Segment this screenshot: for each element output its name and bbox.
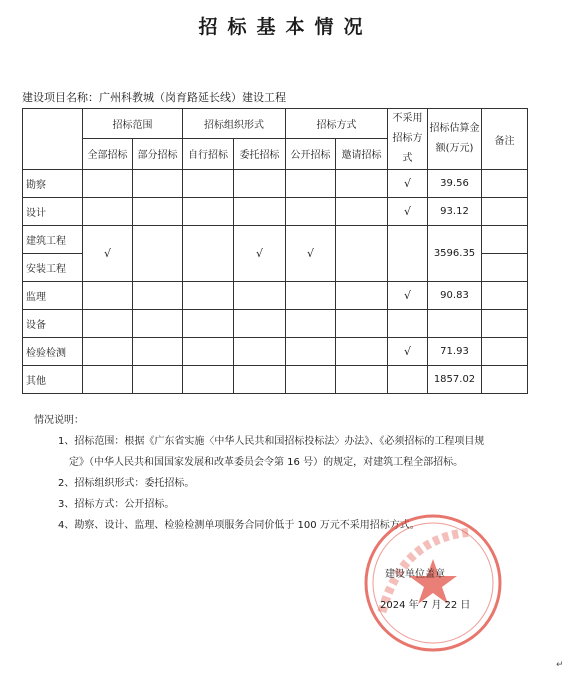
row-label: 检验检测 bbox=[23, 338, 83, 366]
row-label: 勘察 bbox=[23, 170, 83, 198]
note-item: 3、招标方式：公开招标。 bbox=[58, 499, 175, 510]
table-row-construction bbox=[23, 226, 528, 254]
note-item-continued: 定》（中华人民共和国国家发展和改革委员会令第 16 号）的规定，对建筑工程全部招标。 bbox=[69, 457, 464, 468]
full-bid-check: √ bbox=[83, 226, 133, 282]
not-used-check: √ bbox=[388, 170, 428, 198]
header-blank bbox=[23, 109, 83, 170]
amount-cell: 71.93 bbox=[428, 338, 482, 366]
table-row-supervision bbox=[23, 282, 528, 310]
table-row-testing bbox=[23, 338, 528, 366]
not-used-check: √ bbox=[388, 338, 428, 366]
bidding-table bbox=[22, 108, 528, 394]
header-entrust: 委托招标 bbox=[234, 138, 286, 169]
project-name: 建设项目名称：广州科教城（岗育路延长线）建设工程 bbox=[22, 91, 286, 104]
row-label: 其他 bbox=[23, 366, 83, 394]
amount-cell bbox=[428, 310, 482, 338]
not-used-check: √ bbox=[388, 282, 428, 310]
header-open: 公开招标 bbox=[286, 138, 336, 169]
header-estimate: 招标估算金额(万元) bbox=[428, 109, 482, 170]
header-scope: 招标范围 bbox=[83, 109, 183, 139]
page-title: 招标基本情况 bbox=[198, 16, 373, 38]
table-row-other bbox=[23, 366, 528, 394]
amount-cell: 1857.02 bbox=[428, 366, 482, 394]
official-seal-icon bbox=[362, 512, 504, 654]
header-invite: 邀请招标 bbox=[336, 138, 388, 169]
header-not-used: 不采用招标方式 bbox=[388, 109, 428, 170]
notes-heading: 情况说明： bbox=[34, 415, 84, 426]
amount-cell: 93.12 bbox=[428, 198, 482, 226]
signature-label: 建设单位盖章 bbox=[385, 569, 445, 580]
row-label: 设计 bbox=[23, 198, 83, 226]
note-item: 2、招标组织形式：委托招标。 bbox=[58, 478, 195, 489]
amount-cell: 3596.35 bbox=[428, 226, 482, 282]
note-item: 1、招标范围：根据《广东省实施〈中华人民共和国招标投标法〉办法》、《必须招标的工程项目规 bbox=[58, 436, 485, 447]
note-item: 4、勘察、设计、监理、检验检测单项服务合同价低于 100 万元不采用招标方式。 bbox=[58, 520, 420, 531]
header-self: 自行招标 bbox=[183, 138, 234, 169]
row-label: 监理 bbox=[23, 282, 83, 310]
row-label: 建筑工程 bbox=[23, 226, 83, 254]
header-org: 招标组织形式 bbox=[183, 109, 286, 139]
amount-cell: 39.56 bbox=[428, 170, 482, 198]
table-row-design bbox=[23, 198, 528, 226]
table-row-equipment bbox=[23, 310, 528, 338]
row-label: 设备 bbox=[23, 310, 83, 338]
amount-cell: 90.83 bbox=[428, 282, 482, 310]
signature-date: 2024 年 7 月 22 日 bbox=[380, 600, 471, 611]
not-used-check: √ bbox=[388, 198, 428, 226]
table-header-row bbox=[23, 109, 528, 139]
header-partial: 部分招标 bbox=[133, 138, 183, 169]
header-method: 招标方式 bbox=[286, 109, 388, 139]
table-row-survey bbox=[23, 170, 528, 198]
paragraph-mark: ↵ bbox=[556, 660, 564, 670]
header-full: 全部招标 bbox=[83, 138, 133, 169]
row-label: 安装工程 bbox=[23, 254, 83, 282]
header-remarks: 备注 bbox=[482, 109, 528, 170]
entrust-check: √ bbox=[234, 226, 286, 282]
open-bid-check: √ bbox=[286, 226, 336, 282]
